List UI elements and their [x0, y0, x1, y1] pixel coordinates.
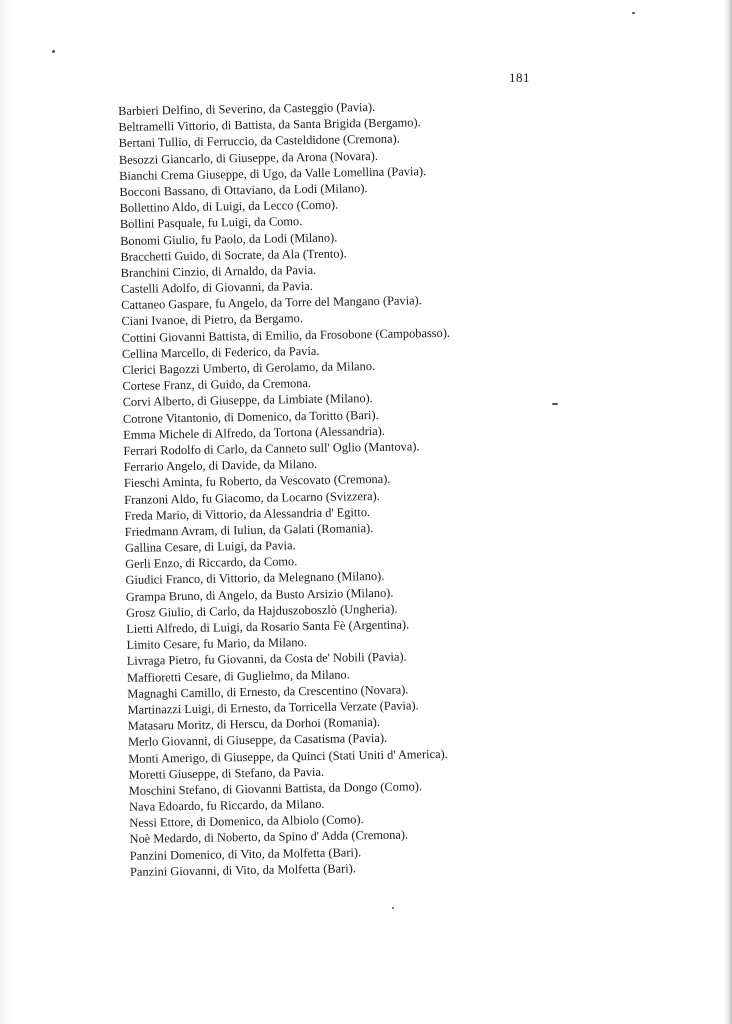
list-item: Gerli Enzo, di Riccardo, da Como.: [125, 554, 298, 572]
list-item: Lietti Alfredo, di Luigi, da Rosario Santa Fè (Argentina).: [126, 617, 410, 636]
list-item: Cellina Marcello, di Federico, da Pavia.: [121, 343, 320, 361]
list-item: Matasaru Moritz, di Herscu, da Dorhoi (Romania).: [127, 715, 381, 734]
list-item: Barbieri Delfino, di Severino, da Casteggio (Pavia).: [118, 99, 376, 118]
list-item: Maffioretti Cesare, di Guglielmo, da Milano.: [126, 666, 350, 685]
list-item: Ferrari Rodolfo di Carlo, da Canneto sull' Oglio (Mantova).: [123, 439, 420, 458]
list-item: Nava Edoardo, fu Riccardo, da Milano.: [128, 796, 325, 814]
list-item: Clerici Bagozzi Umberto, di Gerolamo, da Milano.: [122, 358, 376, 377]
list-item: Panzini Giovanni, di Vito, da Molfetta (Bari).: [129, 861, 356, 879]
list-item: Cottini Giovanni Battista, di Emilio, da Frosobone (Campobasso).: [121, 325, 451, 345]
list-item: Corvi Alberto, di Giuseppe, da Limbiate (Milano).: [122, 391, 373, 410]
list-item: Ciani Ivanoe, di Pietro, da Bergamo.: [121, 311, 303, 329]
list-item: Bonomi Giulio, fu Paolo, da Lodi (Milano).: [120, 230, 338, 248]
list-item: Gallina Cesare, di Luigi, da Pavia.: [124, 538, 296, 556]
list-item: Freda Mario, di Vittorio, da Alessandria d' Egitto.: [124, 504, 371, 523]
list-item: Panzini Domenico, di Vito, da Molfetta (Bari).: [129, 844, 362, 863]
list-item: Branchini Cinzio, di Arnaldo, da Pavia.: [120, 262, 317, 280]
scan-speck: [632, 12, 635, 14]
page-number: 181: [509, 70, 530, 85]
list-item: Moschini Stefano, di Giovanni Battista, da Dongo (Como).: [128, 779, 423, 798]
list-item: Moretti Giuseppe, di Stefano, da Pavia.: [128, 764, 325, 782]
list-item: Bocconi Bassano, di Ottaviano, da Lodi (Milano).: [119, 181, 368, 199]
list-item: Ferrario Angelo, di Davide, da Milano.: [123, 457, 318, 475]
list-item: Fieschi Aminta, fu Roberto, da Vescovato (Cremona).: [123, 472, 391, 491]
list-item: Martinazzi Luigi, di Ernesto, da Torricella Verzate (Pavia).: [127, 698, 419, 717]
list-item: Grosz Giulio, di Carlo, da Hajduszoboszlò (Ungheria).: [125, 601, 398, 620]
list-item: Limito Cesare, fu Mario, da Milano.: [126, 635, 307, 653]
list-item: Noè Medardo, di Noberto, da Spino d' Adda (Cremona).: [129, 827, 409, 847]
scan-speck: [392, 907, 394, 909]
list-item: Bertani Tullio, di Ferruccio, da Casteldidone (Cremona).: [118, 131, 400, 151]
list-item: Castelli Adolfo, di Giovanni, da Pavia.: [120, 279, 314, 297]
list-item: Magnaghi Camillo, di Ernesto, da Crescentino (Novara).: [127, 682, 409, 701]
scan-left-edge-shadow: [0, 0, 12, 1024]
list-item: Friedmann Avram, di Iuliun, da Galati (Romania).: [124, 520, 374, 539]
list-item: Bianchi Crema Giuseppe, di Ugo, da Valle Lomellina (Pavia).: [119, 163, 427, 183]
list-item: Monti Amerigo, di Giuseppe, da Quinci (Stati Uniti d' America).: [128, 746, 448, 766]
list-item: Bracchetti Guido, di Socrate, da Ala (Trento).: [120, 246, 347, 264]
list-item: Franzoni Aldo, fu Giacomo, da Locarno (Svizzera).: [124, 488, 380, 507]
list-item: Cotrone Vitantonio, di Domenico, da Toritto (Bari).: [122, 407, 379, 426]
list-item: Beltramelli Vittorio, di Battista, da Santa Brigida (Bergamo).: [118, 115, 421, 135]
name-list: [118, 94, 730, 880]
list-item: Grampa Bruno, di Angelo, da Busto Arsizio (Milano).: [125, 585, 394, 604]
scan-speck: [52, 50, 55, 53]
list-item: Emma Michele di Alfredo, da Tortona (Alessandria).: [123, 423, 386, 442]
list-item: Cattaneo Gaspare, fu Angelo, da Torre del Mangano (Pavia).: [121, 293, 422, 313]
list-item: Livraga Pietro, fu Giovanni, da Costa de' Nobili (Pavia).: [126, 649, 407, 669]
list-item: Bollettino Aldo, di Luigi, da Lecco (Como).: [119, 197, 339, 216]
list-item: Nessi Ettore, di Domenico, da Albiolo (Como).: [129, 812, 364, 831]
list-item: Giudici Franco, di Vittorio, da Melegnano (Milano).: [125, 569, 385, 588]
list-item: Cortese Franz, di Guido, da Cremona.: [122, 376, 312, 394]
list-item: Bollini Pasquale, fu Luigi, da Como.: [119, 214, 303, 232]
list-item: Merlo Giovanni, di Giuseppe, da Casatisma (Pavia).: [127, 731, 388, 750]
list-item: Besozzi Giancarlo, di Giuseppe, da Arona (Novara).: [118, 148, 379, 167]
